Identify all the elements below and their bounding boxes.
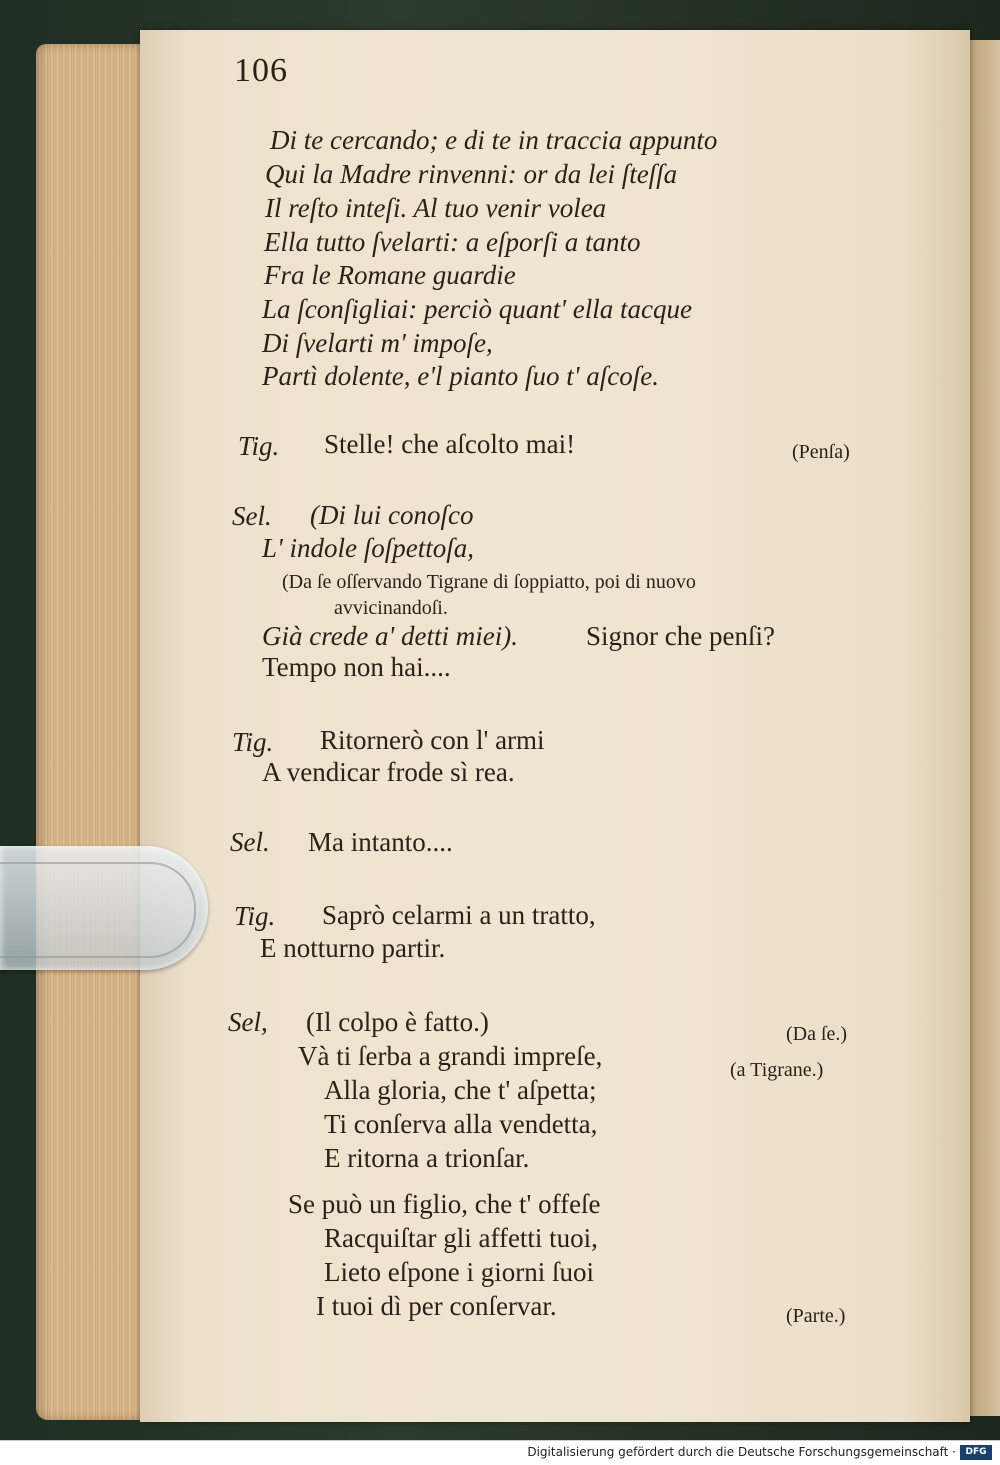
- dialogue-line: Saprò celarmi a un tratto,: [322, 900, 596, 930]
- aria-line: E ritorna a trionſar.: [324, 1143, 530, 1173]
- stage-direction: (Penſa): [792, 441, 850, 463]
- aria-line: Se può un figlio, che t' offeſe: [288, 1189, 601, 1219]
- aria-line: I tuoi dì per conſervar.: [316, 1291, 557, 1321]
- stage-direction: (a Tigrane.): [730, 1059, 824, 1081]
- speaker-label: Sel,: [228, 1007, 268, 1037]
- aria-line: Ti conſerva alla vendetta,: [324, 1109, 598, 1139]
- aria-line: Racquiſtar gli affetti tuoi,: [324, 1223, 598, 1253]
- dialogue-line: Signor che penſi?: [586, 621, 775, 651]
- dialogue-line: Già crede a' detti miei).: [262, 621, 518, 651]
- dialogue-line: Ma intanto....: [308, 827, 453, 857]
- footer-bar: [0, 1440, 1000, 1465]
- speaker-label: Tig.: [238, 431, 280, 461]
- aria-line: Và ti ſerba a grandi impreſe,: [298, 1041, 603, 1071]
- dfg-logo: DFG: [960, 1445, 992, 1460]
- speaker-label: Tig.: [234, 901, 276, 931]
- verse-line: La ſconſigliai: perciò quant' ella tacque: [262, 294, 692, 324]
- verse-line: Di ſvelarti m' impoſe,: [262, 328, 493, 358]
- dialogue-line: L' indole ſoſpettoſa,: [262, 533, 475, 563]
- stage-direction: (Parte.): [786, 1305, 846, 1327]
- footer-attribution: Digitalisierung gefördert durch die Deutsche Forschungsgemeinschaft ·: [527, 1445, 956, 1459]
- dialogue-line: (Di lui conoſco: [310, 500, 474, 530]
- aria-line: Lieto eſpone i giorni ſuoi: [324, 1257, 594, 1287]
- speaker-label: Sel.: [232, 501, 272, 531]
- dialogue-line: Ritornerò con l' armi: [320, 725, 545, 755]
- dialogue-line: Stelle! che aſcolto mai!: [324, 429, 576, 459]
- verse-line: Partì dolente, e'l pianto ſuo t' aſcoſe.: [262, 361, 659, 391]
- verse-line: Di te cercando; e di te in traccia appunto: [270, 125, 718, 155]
- page-clip-inner: [0, 862, 196, 958]
- dialogue-line: Tempo non hai....: [262, 652, 451, 682]
- verse-line: Qui la Madre rinvenni: or da lei ſteſſa: [265, 159, 678, 189]
- book-page-edges: [36, 44, 154, 1420]
- dialogue-line: A vendicar frode sì rea.: [262, 757, 515, 787]
- verse-line: Ella tutto ſvelarti: a eſporſi a tanto: [264, 227, 641, 257]
- page-number: 106: [234, 52, 288, 89]
- speaker-label: Tig.: [232, 727, 274, 757]
- verse-line: Fra le Romane guardie: [264, 260, 516, 290]
- aria-line: Alla gloria, che t' aſpetta;: [324, 1075, 597, 1105]
- verse-line: Il reſto inteſi. Al tuo venir volea: [265, 193, 607, 223]
- stage-direction: avvicinandoſi.: [334, 597, 448, 619]
- dialogue-line: E notturno partir.: [260, 933, 446, 963]
- dialogue-line: (Il colpo è fatto.): [306, 1007, 489, 1037]
- speaker-label: Sel.: [230, 827, 270, 857]
- stage-direction: (Da ſe.): [786, 1023, 848, 1045]
- stage-direction: (Da ſe oſſervando Tigrane di ſoppiatto, poi di nuovo: [282, 571, 696, 593]
